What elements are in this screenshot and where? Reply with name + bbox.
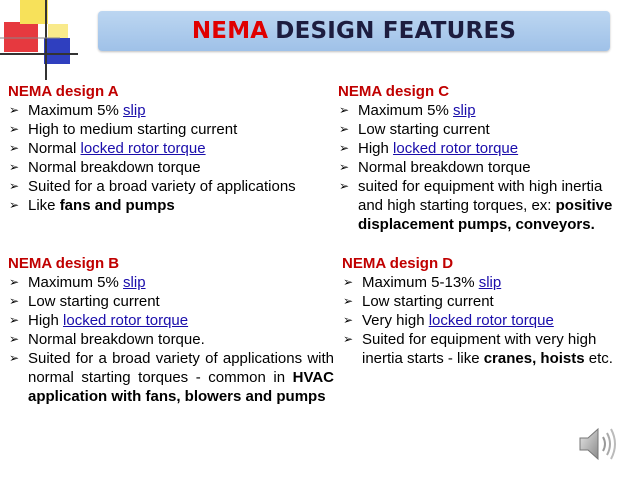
link-text[interactable]: slip [123,274,146,291]
item-text: Normal breakdown torque [358,159,531,176]
bold-text: fans and pumps [59,197,175,214]
item-text: High [358,140,394,157]
arrowhead-bullet-icon: ➢ [9,160,20,174]
item-text: Like [28,197,60,214]
list-item [342,330,632,368]
design-d-section [342,254,632,368]
corner-squares-decoration [0,0,80,80]
list-item [8,139,328,158]
link-text[interactable]: locked rotor torque [63,312,189,329]
item-text: etc. [584,350,613,367]
link-text[interactable]: locked rotor torque [393,140,519,157]
item-text: Low starting current [28,293,160,310]
design-a-heading: NEMA design A [8,83,119,100]
arrowhead-bullet-icon: ➢ [9,313,20,327]
item-text: Normal [28,140,81,157]
arrowhead-bullet-icon: ➢ [9,332,20,346]
title-highlight: NEMA [191,18,269,44]
list-item [8,196,328,215]
design-a-list [8,101,328,215]
arrowhead-bullet-icon: ➢ [9,103,20,117]
arrowhead-bullet-icon: ➢ [9,351,20,365]
link-text[interactable]: locked rotor torque [80,140,206,157]
design-d-heading: NEMA design D [342,255,454,272]
arrowhead-bullet-icon: ➢ [339,103,350,117]
item-text: High [28,312,64,329]
list-item [8,158,328,177]
arrowhead-bullet-icon: ➢ [339,122,350,136]
list-item [8,292,334,311]
arrowhead-bullet-icon: ➢ [339,179,350,193]
design-b-heading: NEMA design B [8,255,120,272]
item-text: Normal breakdown torque. [28,331,205,348]
design-c-section [338,82,630,234]
arrowhead-bullet-icon: ➢ [9,275,20,289]
item-text: Maximum 5-13% [362,274,479,291]
list-item [342,311,632,330]
item-text: Maximum 5% [358,102,454,119]
list-item [338,177,630,234]
list-item [8,120,328,139]
item-text: Maximum 5% [28,274,124,291]
title-banner [98,11,610,51]
link-text[interactable]: locked rotor torque [428,312,554,329]
arrowhead-bullet-icon: ➢ [343,313,354,327]
link-text[interactable]: slip [453,102,476,119]
list-item [8,101,328,120]
link-text[interactable]: slip [478,274,502,291]
design-b-section [8,254,334,406]
list-item [338,101,630,120]
design-b-list [8,273,334,406]
item-text: Normal breakdown torque [28,159,201,176]
item-text: suited for equipment with high inertia and high starting torques, ex: [358,178,603,214]
list-item [8,349,334,406]
bold-text: cranes, hoists [483,350,585,367]
design-c-list [338,101,630,234]
arrowhead-bullet-icon: ➢ [9,294,20,308]
arrowhead-bullet-icon: ➢ [343,332,354,346]
list-item [8,311,334,330]
item-text: Suited for a broad variety of applications [28,178,296,195]
list-item [342,273,632,292]
item-text: High to medium starting current [28,121,238,138]
arrowhead-bullet-icon: ➢ [343,275,354,289]
link-text[interactable]: slip [123,102,146,119]
title-rest: DESIGN FEATURES [275,18,517,44]
arrowhead-bullet-icon: ➢ [339,141,350,155]
design-c-heading: NEMA design C [338,83,450,100]
item-text: Maximum 5% [28,102,124,119]
speaker-icon[interactable] [576,424,620,464]
list-item [8,177,328,196]
arrowhead-bullet-icon: ➢ [339,160,350,174]
arrowhead-bullet-icon: ➢ [9,141,20,155]
list-item [8,330,334,349]
list-item [8,273,334,292]
item-text: Suited for a broad variety of applications with normal starting torques - common in [28,350,334,386]
item-text: Low starting current [362,293,494,310]
arrowhead-bullet-icon: ➢ [9,179,20,193]
item-text: Very high [362,312,429,329]
bold-text: positive displacement pumps, conveyors. [358,197,613,233]
bold-text: HVAC application with fans, blowers and pumps [28,369,334,405]
item-text: Low starting current [358,121,490,138]
design-d-list [342,273,632,368]
arrowhead-bullet-icon: ➢ [9,122,20,136]
list-item [338,120,630,139]
list-item [342,292,632,311]
arrowhead-bullet-icon: ➢ [9,198,20,212]
list-item [338,139,630,158]
item-text: Suited for equipment with very high inertia starts - like [362,331,597,367]
list-item [338,158,630,177]
design-a-section [8,82,328,215]
arrowhead-bullet-icon: ➢ [343,294,354,308]
